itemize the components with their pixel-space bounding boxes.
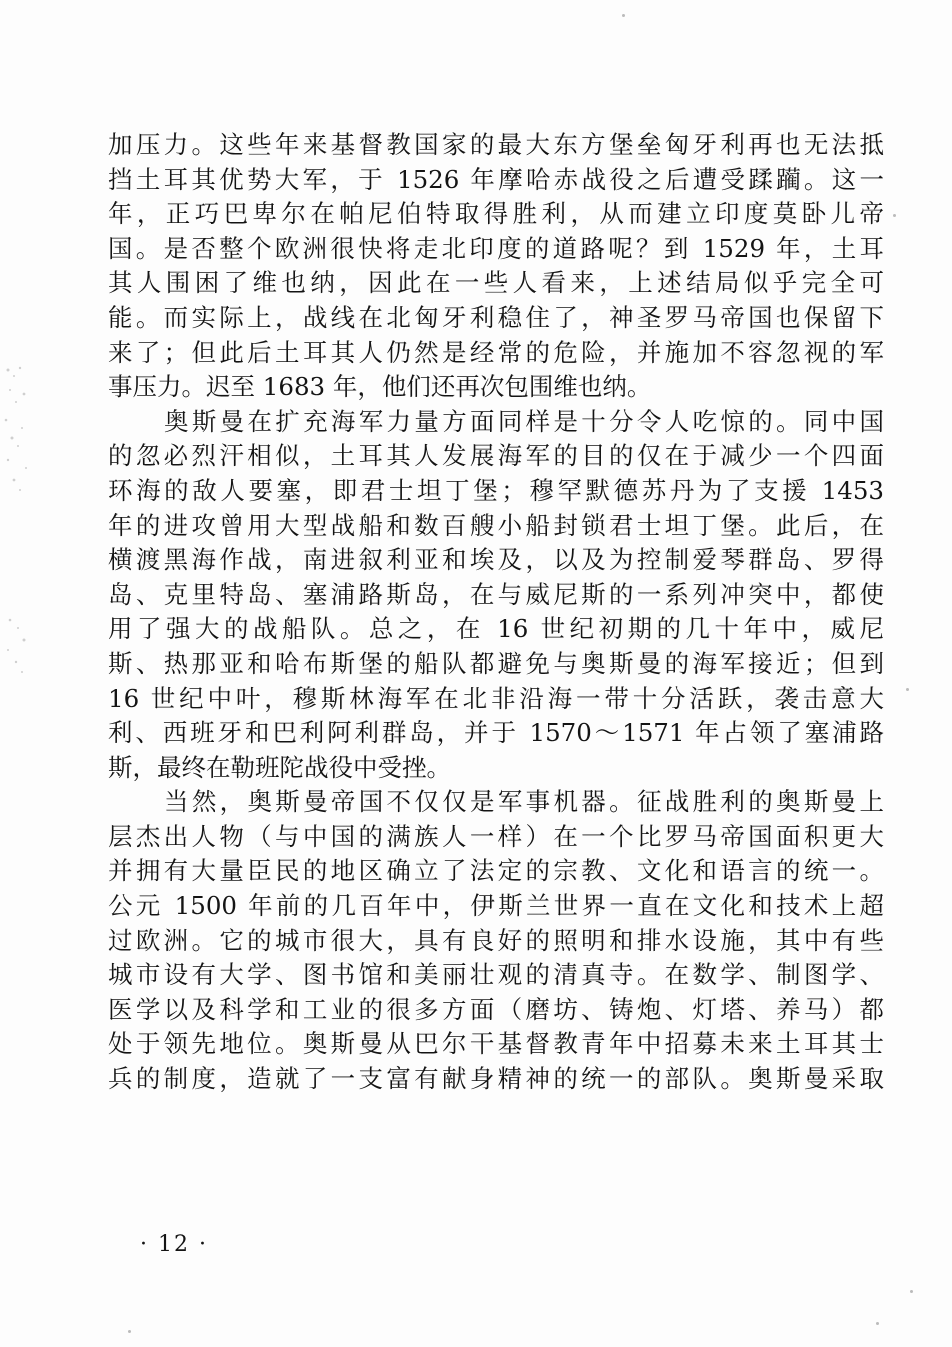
- text-line: 奥斯曼在扩充海军力量方面同样是十分令人吃惊的。同中国: [164, 406, 884, 436]
- text-line: 其人围困了维也纳，因此在一些人看来，上述结局似乎完全可: [108, 268, 884, 298]
- text-line: 斯，最终在勒班陀战役中受挫。: [108, 752, 451, 782]
- scan-speck: [893, 214, 896, 217]
- text-line: 年的进攻曾用大型战船和数百艘小船封锁君士坦丁堡。此后，在: [108, 510, 884, 540]
- text-line: 并拥有大量臣民的地区确立了法定的宗教、文化和语言的统一。: [108, 856, 884, 886]
- page-number: · 12 ·: [140, 1232, 208, 1257]
- text-line: 公元 1500 年前的几百年中，伊斯兰世界一直在文化和技术上超: [108, 891, 884, 921]
- scan-speck: [128, 1330, 131, 1333]
- body-text: [108, 128, 884, 1097]
- paragraph: [108, 785, 884, 1096]
- text-line: 事压力。迟至 1683 年，他们还再次包围维也纳。: [108, 372, 652, 402]
- text-line: 横渡黑海作战，南进叙利亚和埃及，以及为控制爱琴群岛、罗得: [108, 545, 884, 575]
- text-line: 的忽必烈汗相似，土耳其人发展海军的目的仅在于减少一个四面: [108, 441, 884, 471]
- text-line: 层杰出人物（与中国的满族人一样）在一个比罗马帝国面积更大: [108, 821, 884, 851]
- text-line: 处于领先地位。奥斯曼从巴尔干基督教青年中招募未来土耳其士: [108, 1029, 884, 1059]
- text-line: 兵的制度，造就了一支富有献身精神的统一的部队。奥斯曼采取: [108, 1064, 884, 1094]
- scan-speck: [910, 1290, 913, 1293]
- text-line: 加压力。这些年来基督教国家的最大东方堡垒匈牙利再也无法抵: [108, 130, 884, 159]
- scan-speck: [906, 688, 909, 691]
- text-line: 用了强大的战船队。总之，在 16 世纪初期的几十年中，威尼: [108, 614, 884, 644]
- paragraph: [108, 128, 884, 405]
- text-line: 国。是否整个欧洲很快将走北印度的道路呢？到 1529 年，土耳: [108, 233, 884, 263]
- text-line: 挡土耳其优势大军，于 1526 年摩哈赤战役之后遭受蹂躏。这一: [108, 164, 884, 194]
- text-line: 斯、热那亚和哈布斯堡的船队都避免与奥斯曼的海军接近；但到: [108, 648, 884, 678]
- scan-speck: [622, 14, 625, 17]
- text-line: 来了；但此后土耳其人仍然是经常的危险，并施加不容忽视的军: [108, 337, 884, 367]
- text-line: 当然，奥斯曼帝国不仅仅是军事机器。征战胜利的奥斯曼上: [164, 787, 884, 817]
- text-line: 过欧洲。它的城市很大，具有良好的照明和排水设施，其中有些: [108, 925, 884, 955]
- paragraph: [108, 405, 884, 786]
- text-line: 能。而实际上，战线在北匈牙利稳住了，神圣罗马帝国也保留下: [108, 302, 884, 332]
- text-line: 城市设有大学、图书馆和美丽壮观的清真寺。在数学、制图学、: [108, 960, 884, 990]
- text-line: 利、西班牙和巴利阿利群岛，并于 1570～1571 年占领了塞浦路: [108, 718, 884, 748]
- scan-speck: [876, 1322, 879, 1325]
- scan-binding-noise: [0, 350, 40, 690]
- text-line: 环海的敌人要塞，即君士坦丁堡；穆罕默德苏丹为了支援 1453: [108, 475, 884, 505]
- text-line: 岛、克里特岛、塞浦路斯岛，在与威尼斯的一系列冲突中，都使: [108, 579, 884, 609]
- text-line: 16 世纪中叶，穆斯林海军在北非沿海一带十分活跃，袭击意大: [108, 683, 884, 713]
- text-line: 医学以及科学和工业的很多方面（磨坊、铸炮、灯塔、养马）都: [108, 994, 884, 1024]
- text-line: 年，正巧巴卑尔在帕尼伯特取得胜利，从而建立印度莫卧儿帝: [108, 199, 884, 229]
